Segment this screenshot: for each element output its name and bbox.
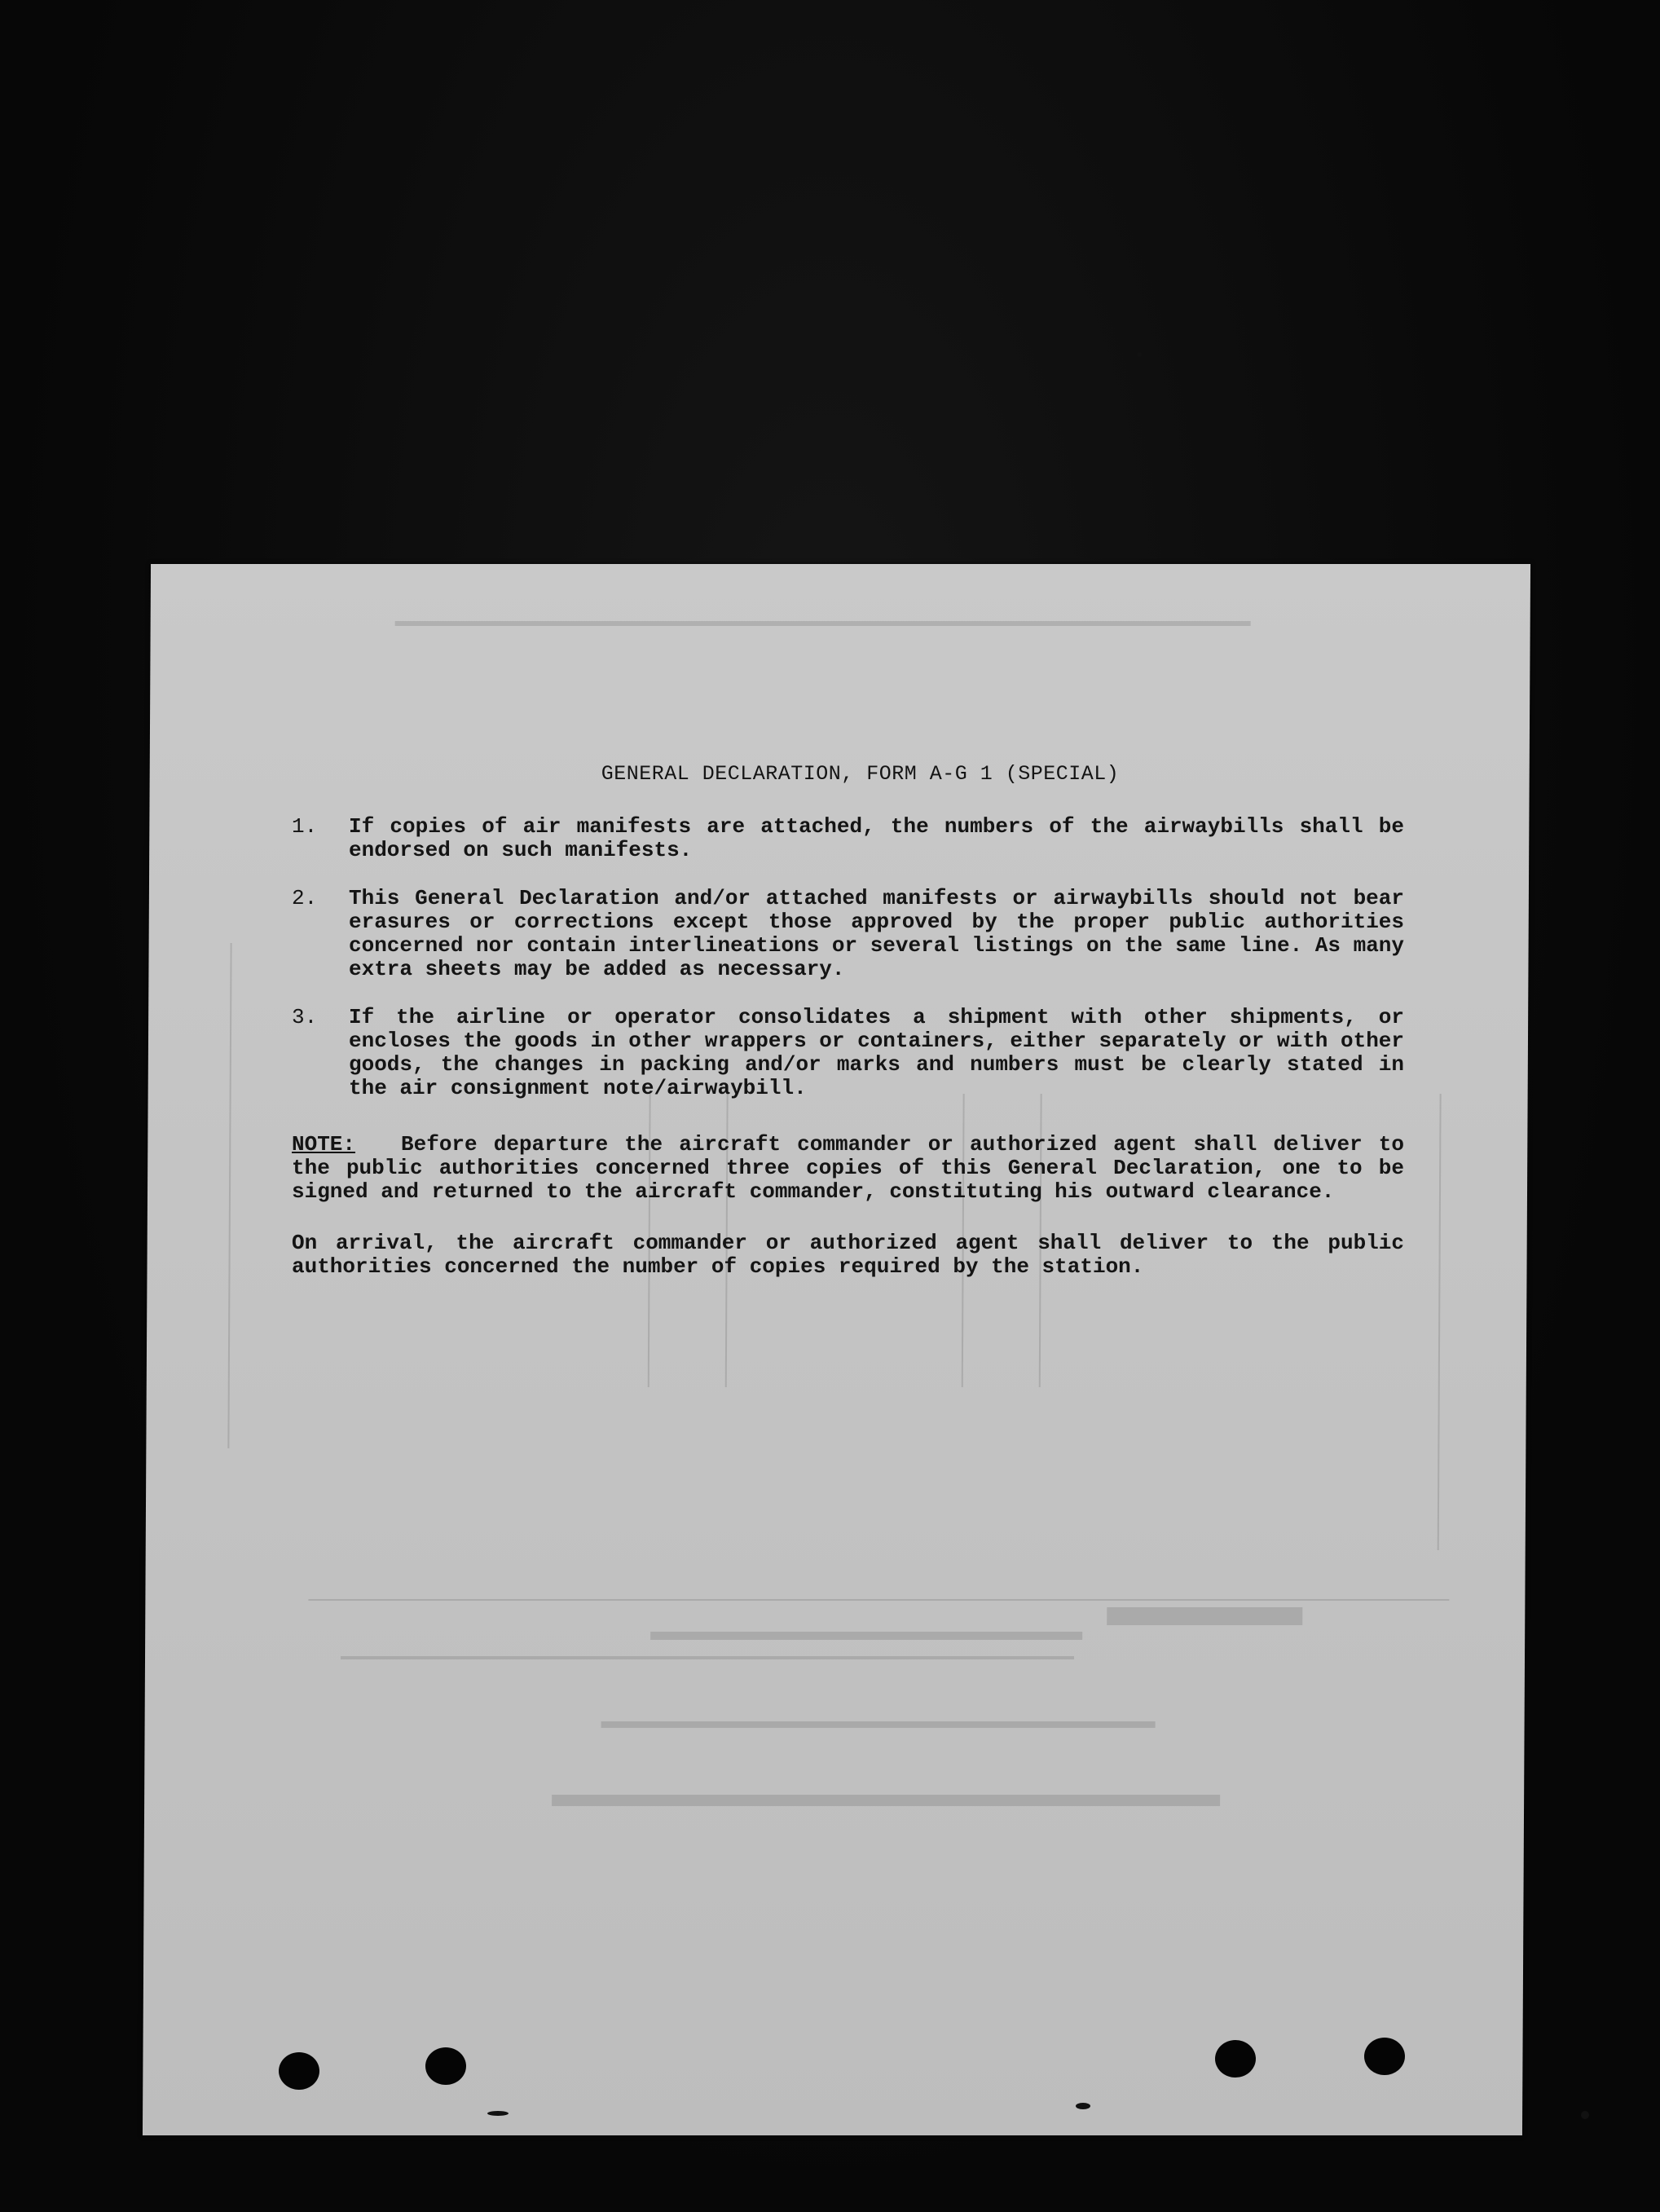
bleed-through-mark [341, 1656, 1074, 1659]
punch-hole [1364, 2038, 1405, 2075]
item-number: 2. [292, 886, 318, 910]
punch-hole [1215, 2040, 1256, 2078]
bleed-through-mark [650, 1632, 1082, 1640]
bleed-through-mark [227, 943, 231, 1448]
note-paragraph [292, 1133, 1404, 1204]
item-number: 3. [292, 1005, 318, 1029]
dust-speck [1581, 2111, 1589, 2119]
dust-speck [1137, 352, 1142, 357]
note-label: NOTE: [292, 1132, 356, 1157]
dust-speck [1076, 2103, 1090, 2109]
note-text: Before departure the aircraft commander or authorized agent shall deliver to the public authorities concerned three copies of this General Declaration, one to be signed and returned to the aircraft commander, constituting his outward clearance. [292, 1132, 1404, 1204]
punch-hole [425, 2047, 466, 2085]
dust-speck [487, 2111, 509, 2116]
instruction-item [292, 887, 1404, 981]
bleed-through-mark [395, 621, 1251, 626]
instruction-item [292, 1006, 1404, 1100]
declaration-instructions [292, 762, 1404, 1279]
bleed-through-mark [1107, 1607, 1302, 1625]
item-text: If the airline or operator consolidates a shipment with other shipments, or encloses the goods in other wrappers or containers, either separately or with other goods, the changes in packing and/or marks and numbers must be clearly stated in the air consignment note/airwaybill. [349, 1005, 1405, 1100]
item-number: 1. [292, 814, 318, 839]
bleed-through-mark [308, 1599, 1449, 1601]
form-title: GENERAL DECLARATION, FORM A-G 1 (SPECIAL) [601, 762, 1120, 786]
bleed-through-mark [552, 1795, 1220, 1806]
bleed-through-mark [1438, 1094, 1442, 1550]
item-text: This General Declaration and/or attached manifests or airwaybills should not bear erasures or corrections except those approved by the proper public authorities concerned nor contain interlineations or several listings on the same line. As many extra sheets may be added as necessary. [349, 886, 1405, 981]
bleed-through-mark [601, 1721, 1156, 1728]
item-text: If copies of air manifests are attached, the numbers of the airwaybills shall be endorsed on such manifests. [349, 814, 1404, 862]
arrival-paragraph: On arrival, the aircraft commander or authorized agent shall deliver to the public authorities concerned the number of copies required by the station. [292, 1231, 1404, 1279]
instruction-item [292, 815, 1404, 862]
punch-hole [279, 2052, 319, 2090]
